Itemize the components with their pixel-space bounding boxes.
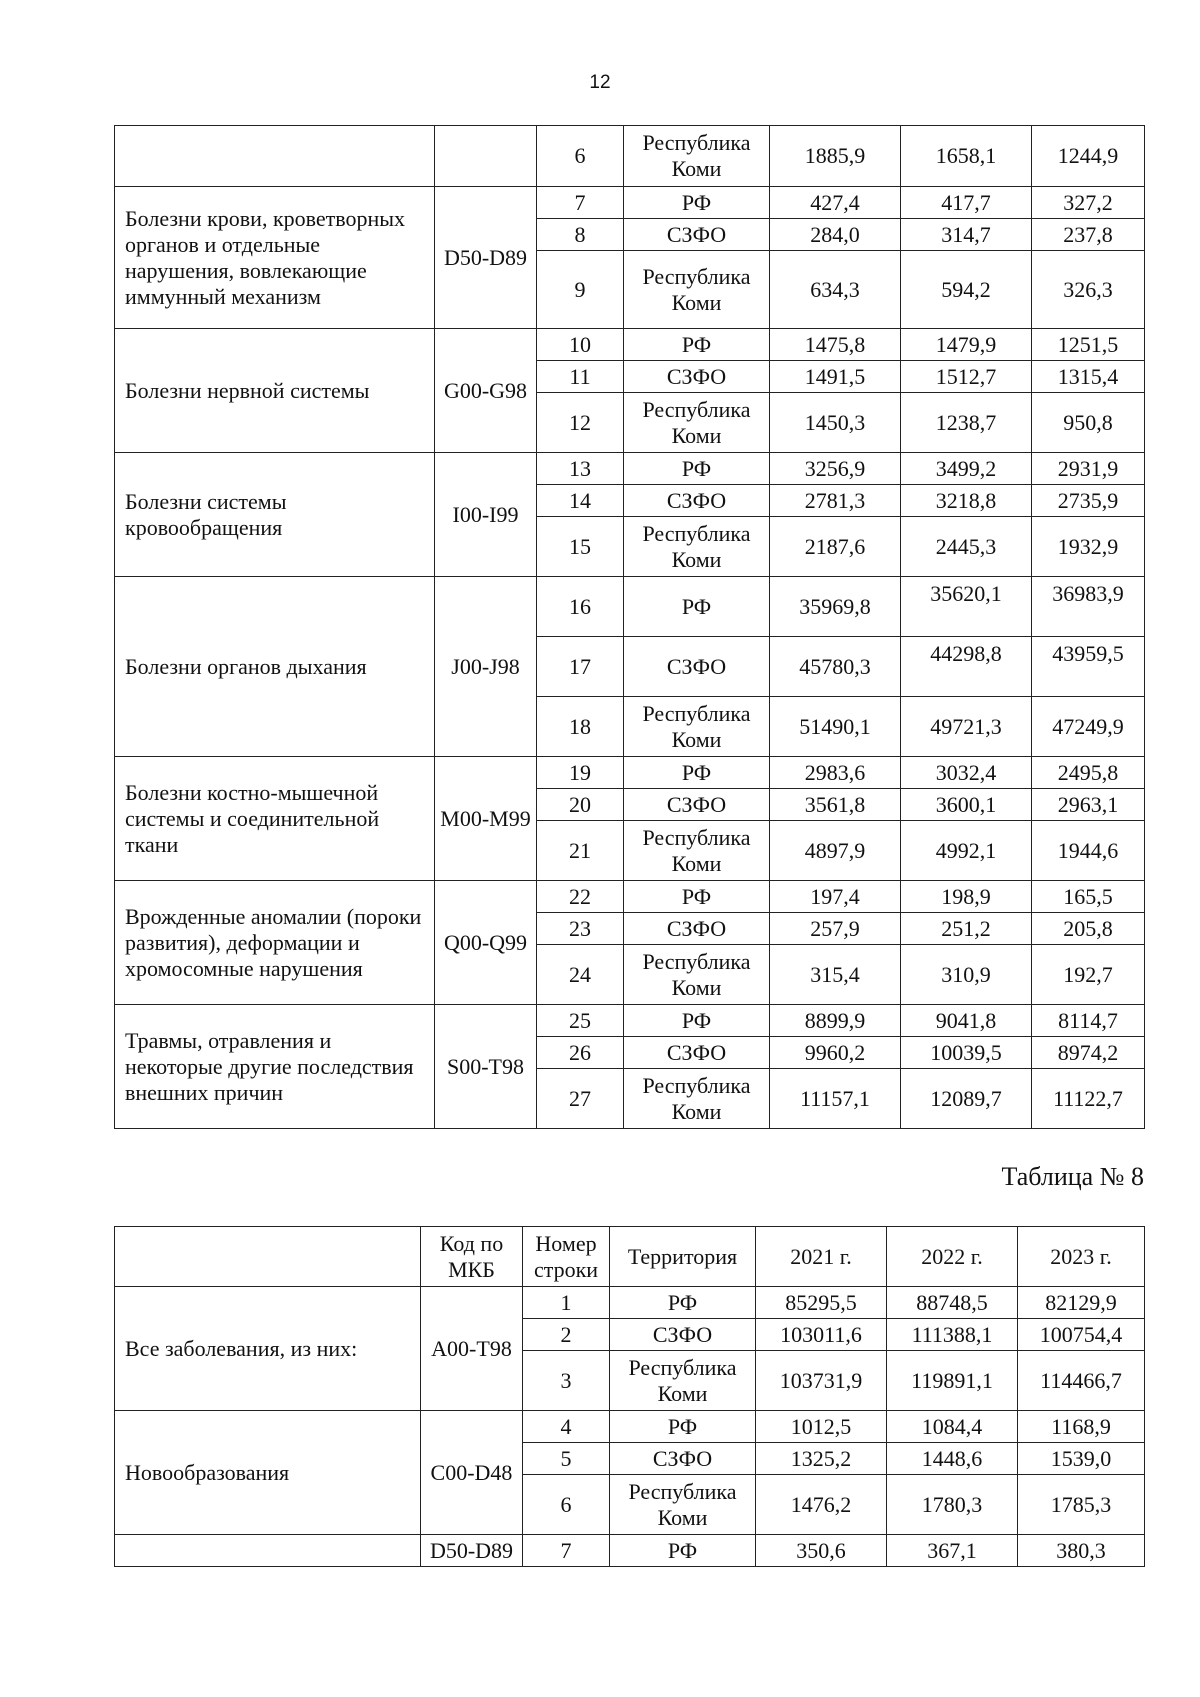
row-number-cell: 14 [537, 485, 624, 517]
value-2023-cell: 1785,3 [1018, 1475, 1145, 1535]
value-2022-cell: 1658,1 [901, 126, 1032, 187]
territory-cell: СЗФО [624, 361, 770, 393]
row-number-cell: 6 [523, 1475, 610, 1535]
value-2021-cell: 45780,3 [770, 637, 901, 697]
icd-code-cell: D50-D89 [435, 187, 537, 329]
row-number-cell: 1 [523, 1287, 610, 1319]
value-2021-cell: 350,6 [756, 1535, 887, 1567]
value-2023-cell: 192,7 [1032, 945, 1145, 1005]
row-number-cell: 19 [537, 757, 624, 789]
value-2023-cell: 2495,8 [1032, 757, 1145, 789]
value-2022-cell: 314,7 [901, 219, 1032, 251]
territory-cell: Республика Коми [624, 945, 770, 1005]
territory-cell: Республика Коми [610, 1475, 756, 1535]
territory-cell: СЗФО [624, 637, 770, 697]
value-2021-cell: 103011,6 [756, 1319, 887, 1351]
row-number-cell: 9 [537, 251, 624, 329]
value-2022-cell: 1448,6 [887, 1443, 1018, 1475]
row-number-cell: 10 [537, 329, 624, 361]
value-2023-cell: 11122,7 [1032, 1069, 1145, 1129]
value-2023-cell: 1315,4 [1032, 361, 1145, 393]
value-2023-cell: 100754,4 [1018, 1319, 1145, 1351]
value-2023-cell: 1251,5 [1032, 329, 1145, 361]
territory-cell: РФ [624, 881, 770, 913]
value-2021-cell: 1491,5 [770, 361, 901, 393]
territory-cell: СЗФО [624, 789, 770, 821]
territory-cell: СЗФО [610, 1319, 756, 1351]
value-2021-cell: 284,0 [770, 219, 901, 251]
value-2023-cell: 205,8 [1032, 913, 1145, 945]
table-caption: Таблица № 8 [1001, 1162, 1144, 1191]
territory-cell: СЗФО [624, 1037, 770, 1069]
territory-cell: СЗФО [610, 1443, 756, 1475]
icd-code-cell: Q00-Q99 [435, 881, 537, 1005]
value-2021-cell: 634,3 [770, 251, 901, 329]
value-2023-cell: 2963,1 [1032, 789, 1145, 821]
territory-cell: Республика Коми [624, 251, 770, 329]
value-2021-cell: 2781,3 [770, 485, 901, 517]
icd-code-cell: S00-T98 [435, 1005, 537, 1129]
value-2023-cell: 1539,0 [1018, 1443, 1145, 1475]
value-2021-cell: 1450,3 [770, 393, 901, 453]
disease-name-cell [115, 126, 435, 187]
disease-name-cell: Болезни органов дыхания [115, 577, 435, 757]
territory-cell: СЗФО [624, 913, 770, 945]
value-2022-cell: 367,1 [887, 1535, 1018, 1567]
territory-cell: Республика Коми [610, 1351, 756, 1411]
header-row-number: Номер строки [523, 1227, 610, 1287]
row-number-cell: 7 [537, 187, 624, 219]
territory-cell: Республика Коми [624, 821, 770, 881]
value-2021-cell: 197,4 [770, 881, 901, 913]
row-number-cell: 20 [537, 789, 624, 821]
value-2022-cell: 88748,5 [887, 1287, 1018, 1319]
value-2022-cell: 3032,4 [901, 757, 1032, 789]
value-2022-cell: 10039,5 [901, 1037, 1032, 1069]
value-2023-cell: 1944,6 [1032, 821, 1145, 881]
territory-cell: Республика Коми [624, 697, 770, 757]
disease-name-cell: Травмы, отравления и некоторые другие последствия внешних причин [115, 1005, 435, 1129]
value-2021-cell: 85295,5 [756, 1287, 887, 1319]
table-row [115, 1535, 1145, 1567]
value-2023-cell: 43959,5 [1032, 637, 1145, 697]
row-number-cell: 12 [537, 393, 624, 453]
row-number-cell: 7 [523, 1535, 610, 1567]
value-2021-cell: 1325,2 [756, 1443, 887, 1475]
table-row [115, 1287, 1145, 1319]
header-2021: 2021 г. [756, 1227, 887, 1287]
value-2022-cell: 251,2 [901, 913, 1032, 945]
value-2022-cell: 1238,7 [901, 393, 1032, 453]
value-2022-cell: 594,2 [901, 251, 1032, 329]
header-2022: 2022 г. [887, 1227, 1018, 1287]
row-number-cell: 5 [523, 1443, 610, 1475]
icd-code-cell: J00-J98 [435, 577, 537, 757]
row-number-cell: 3 [523, 1351, 610, 1411]
value-2022-cell: 2445,3 [901, 517, 1032, 577]
value-2023-cell: 950,8 [1032, 393, 1145, 453]
row-number-cell: 8 [537, 219, 624, 251]
table-row [115, 757, 1145, 789]
page-number: 12 [589, 72, 611, 93]
value-2023-cell: 1244,9 [1032, 126, 1145, 187]
value-2021-cell: 1476,2 [756, 1475, 887, 1535]
value-2022-cell: 12089,7 [901, 1069, 1032, 1129]
value-2021-cell: 9960,2 [770, 1037, 901, 1069]
territory-cell: РФ [610, 1535, 756, 1567]
value-2022-cell: 119891,1 [887, 1351, 1018, 1411]
row-number-cell: 13 [537, 453, 624, 485]
table-row [115, 453, 1145, 485]
territory-cell: Республика Коми [624, 393, 770, 453]
value-2023-cell: 326,3 [1032, 251, 1145, 329]
value-2023-cell: 47249,9 [1032, 697, 1145, 757]
row-number-cell: 22 [537, 881, 624, 913]
value-2021-cell: 3256,9 [770, 453, 901, 485]
value-2021-cell: 1475,8 [770, 329, 901, 361]
value-2022-cell: 3218,8 [901, 485, 1032, 517]
value-2023-cell: 8974,2 [1032, 1037, 1145, 1069]
value-2023-cell: 1932,9 [1032, 517, 1145, 577]
value-2022-cell: 310,9 [901, 945, 1032, 1005]
territory-cell: РФ [624, 1005, 770, 1037]
value-2022-cell: 4992,1 [901, 821, 1032, 881]
value-2022-cell: 9041,8 [901, 1005, 1032, 1037]
value-2023-cell: 165,5 [1032, 881, 1145, 913]
value-2021-cell: 4897,9 [770, 821, 901, 881]
morbidity-table-8 [114, 1226, 1145, 1567]
value-2021-cell: 1885,9 [770, 126, 901, 187]
table-row [115, 187, 1145, 219]
territory-cell: СЗФО [624, 219, 770, 251]
value-2021-cell: 427,4 [770, 187, 901, 219]
value-2022-cell: 1479,9 [901, 329, 1032, 361]
value-2023-cell: 1168,9 [1018, 1411, 1145, 1443]
value-2022-cell: 1512,7 [901, 361, 1032, 393]
row-number-cell: 4 [523, 1411, 610, 1443]
row-number-cell: 17 [537, 637, 624, 697]
value-2023-cell: 36983,9 [1032, 577, 1145, 637]
table-row [115, 1411, 1145, 1443]
territory-cell: РФ [624, 577, 770, 637]
territory-cell: СЗФО [624, 485, 770, 517]
territory-cell: РФ [610, 1411, 756, 1443]
territory-cell: РФ [624, 187, 770, 219]
disease-name-cell: Болезни крови, кроветворных органов и отдельные нарушения, вовлекающие иммунный механизм [115, 187, 435, 329]
territory-cell: РФ [624, 757, 770, 789]
territory-cell: РФ [624, 329, 770, 361]
disease-name-cell: Болезни костно-мышечной системы и соединительной ткани [115, 757, 435, 881]
disease-name-cell: Врожденные аномалии (пороки развития), деформации и хромосомные нарушения [115, 881, 435, 1005]
value-2021-cell: 3561,8 [770, 789, 901, 821]
row-number-cell: 24 [537, 945, 624, 1005]
value-2021-cell: 2983,6 [770, 757, 901, 789]
table-row [115, 881, 1145, 913]
row-number-cell: 2 [523, 1319, 610, 1351]
value-2022-cell: 3600,1 [901, 789, 1032, 821]
table-row [115, 1005, 1145, 1037]
value-2023-cell: 237,8 [1032, 219, 1145, 251]
territory-cell: Республика Коми [624, 1069, 770, 1129]
value-2022-cell: 44298,8 [901, 637, 1032, 697]
row-number-cell: 23 [537, 913, 624, 945]
value-2022-cell: 3499,2 [901, 453, 1032, 485]
header-row [115, 1227, 1145, 1287]
table-row [115, 577, 1145, 637]
value-2021-cell: 1012,5 [756, 1411, 887, 1443]
value-2021-cell: 51490,1 [770, 697, 901, 757]
value-2023-cell: 380,3 [1018, 1535, 1145, 1567]
icd-code-cell: C00-D48 [421, 1411, 523, 1535]
value-2021-cell: 35969,8 [770, 577, 901, 637]
disease-name-cell: Все заболевания, из них: [115, 1287, 421, 1411]
disease-name-cell: Болезни системы кровообращения [115, 453, 435, 577]
header-disease [115, 1227, 421, 1287]
value-2022-cell: 1780,3 [887, 1475, 1018, 1535]
row-number-cell: 11 [537, 361, 624, 393]
value-2023-cell: 327,2 [1032, 187, 1145, 219]
value-2021-cell: 315,4 [770, 945, 901, 1005]
row-number-cell: 18 [537, 697, 624, 757]
disease-name-cell [115, 1535, 421, 1567]
value-2022-cell: 1084,4 [887, 1411, 1018, 1443]
icd-code-cell: A00-T98 [421, 1287, 523, 1411]
value-2022-cell: 417,7 [901, 187, 1032, 219]
value-2021-cell: 2187,6 [770, 517, 901, 577]
value-2021-cell: 11157,1 [770, 1069, 901, 1129]
value-2022-cell: 49721,3 [901, 697, 1032, 757]
territory-cell: Республика Коми [624, 126, 770, 187]
header-2023: 2023 г. [1018, 1227, 1145, 1287]
icd-code-cell [435, 126, 537, 187]
row-number-cell: 15 [537, 517, 624, 577]
table-row [115, 329, 1145, 361]
icd-code-cell: D50-D89 [421, 1535, 523, 1567]
value-2021-cell: 8899,9 [770, 1005, 901, 1037]
disease-name-cell: Новообразования [115, 1411, 421, 1535]
row-number-cell: 21 [537, 821, 624, 881]
value-2021-cell: 103731,9 [756, 1351, 887, 1411]
row-number-cell: 26 [537, 1037, 624, 1069]
territory-cell: РФ [624, 453, 770, 485]
value-2022-cell: 111388,1 [887, 1319, 1018, 1351]
value-2023-cell: 2931,9 [1032, 453, 1145, 485]
header-icd-code: Код по МКБ [421, 1227, 523, 1287]
value-2023-cell: 82129,9 [1018, 1287, 1145, 1319]
row-number-cell: 25 [537, 1005, 624, 1037]
value-2021-cell: 257,9 [770, 913, 901, 945]
row-number-cell: 6 [537, 126, 624, 187]
territory-cell: Республика Коми [624, 517, 770, 577]
table-row [115, 126, 1145, 187]
icd-code-cell: G00-G98 [435, 329, 537, 453]
row-number-cell: 27 [537, 1069, 624, 1129]
header-territory: Территория [610, 1227, 756, 1287]
value-2023-cell: 8114,7 [1032, 1005, 1145, 1037]
icd-code-cell: M00-M99 [435, 757, 537, 881]
value-2023-cell: 114466,7 [1018, 1351, 1145, 1411]
value-2022-cell: 35620,1 [901, 577, 1032, 637]
morbidity-table-continued [114, 125, 1145, 1129]
disease-name-cell: Болезни нервной системы [115, 329, 435, 453]
value-2022-cell: 198,9 [901, 881, 1032, 913]
value-2023-cell: 2735,9 [1032, 485, 1145, 517]
icd-code-cell: I00-I99 [435, 453, 537, 577]
territory-cell: РФ [610, 1287, 756, 1319]
row-number-cell: 16 [537, 577, 624, 637]
